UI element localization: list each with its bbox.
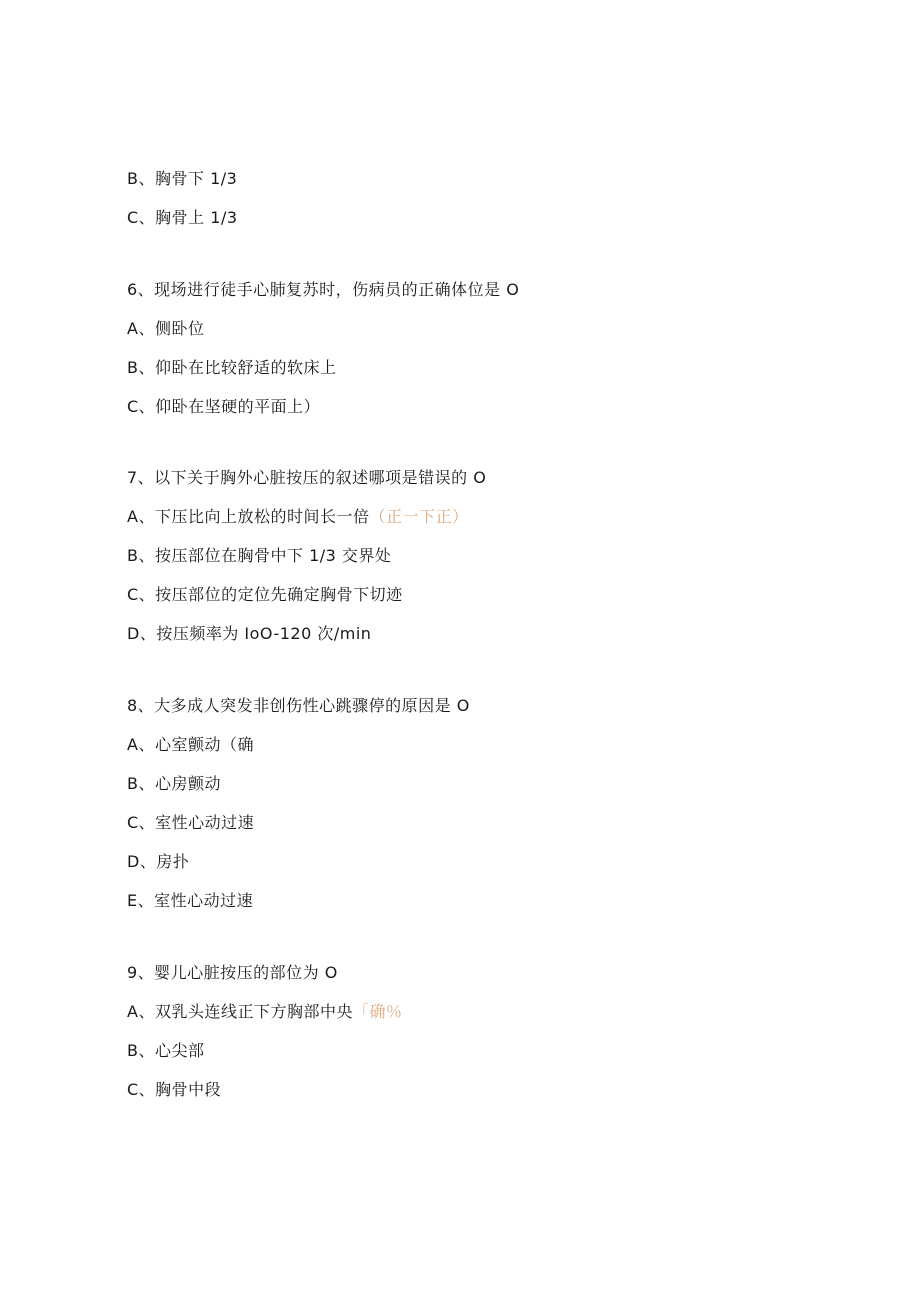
line-text: C、仰卧在坚硬的平面上） xyxy=(127,397,321,416)
line-text: D、按压频率为 IoO-120 次/min xyxy=(127,624,372,643)
line-text: B、按压部位在胸骨中下 1/3 交界处 xyxy=(127,546,392,565)
question-line xyxy=(127,695,470,717)
option-line xyxy=(127,812,254,834)
option-line xyxy=(127,1079,221,1101)
line-text: D、房扑 xyxy=(127,852,190,871)
answer-mark: （正一下正） xyxy=(369,507,469,526)
option-line xyxy=(127,584,403,606)
option-line xyxy=(127,890,253,912)
option-line xyxy=(127,851,189,873)
line-text: B、心房颤动 xyxy=(127,774,221,793)
answer-mark: 「确％ xyxy=(352,1002,403,1021)
line-text: C、按压部位的定位先确定胸骨下切迹 xyxy=(127,585,403,604)
line-text: 8、大多成人突发非创伤性心跳骤停的原因是 O xyxy=(127,696,470,715)
line-text: C、胸骨中段 xyxy=(127,1080,222,1099)
question-line xyxy=(127,467,486,489)
line-text: A、下压比向上放松的时间长一倍 xyxy=(127,507,370,526)
line-text: 7、以下关于胸外心脏按压的叙述哪项是错误的 O xyxy=(127,468,487,487)
question-line xyxy=(127,279,519,301)
option-line xyxy=(127,207,238,229)
option-line xyxy=(127,357,336,379)
line-text: 6、现场进行徒手心肺复苏时，伤病员的正确体位是 O xyxy=(127,280,520,299)
option-line xyxy=(127,396,320,418)
line-text: A、双乳头连线正下方胸部中央 xyxy=(127,1002,353,1021)
option-line xyxy=(127,318,204,340)
option-line xyxy=(127,545,391,567)
line-text: B、仰卧在比较舒适的软床上 xyxy=(127,358,337,377)
line-text: C、胸骨上 1/3 xyxy=(127,208,238,227)
line-text: E、室性心动过速 xyxy=(127,891,254,910)
line-text: C、室性心动过速 xyxy=(127,813,255,832)
option-line xyxy=(127,773,221,795)
line-text: A、侧卧位 xyxy=(127,319,205,338)
line-text: B、胸骨下 1/3 xyxy=(127,169,238,188)
option-line xyxy=(127,1001,402,1023)
option-line xyxy=(127,506,468,528)
line-text: A、心室颤动（确 xyxy=(127,735,254,754)
line-text: B、心尖部 xyxy=(127,1041,205,1060)
option-line xyxy=(127,734,254,756)
line-text: 9、婴儿心脏按压的部位为 O xyxy=(127,963,338,982)
option-line xyxy=(127,1040,204,1062)
option-line xyxy=(127,623,371,645)
question-line xyxy=(127,962,338,984)
option-line xyxy=(127,168,237,190)
